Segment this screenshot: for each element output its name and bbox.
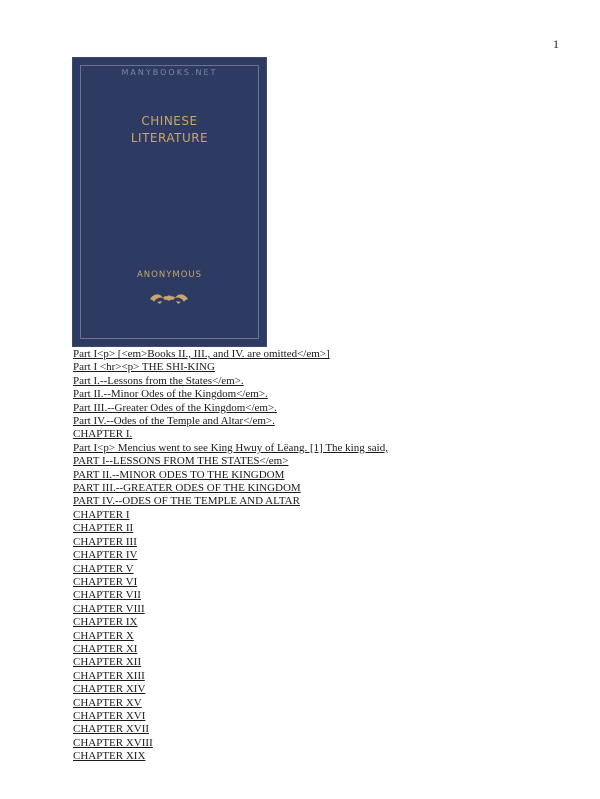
toc-link[interactable]: CHAPTER VIII — [73, 602, 145, 615]
toc-item — [73, 549, 593, 562]
toc-link[interactable]: CHAPTER X — [73, 629, 134, 642]
toc-link[interactable]: CHAPTER V — [73, 562, 134, 575]
toc-link[interactable]: Part I.--Lessons from the States</em>. — [73, 374, 244, 387]
toc-item — [73, 616, 593, 629]
toc-item — [73, 536, 593, 549]
toc-link[interactable]: PART I--LESSONS FROM THE STATES</em> — [73, 455, 289, 468]
toc-item — [73, 442, 593, 455]
toc-item — [73, 455, 593, 468]
toc-item — [73, 589, 593, 602]
toc-item — [73, 563, 593, 576]
toc-item — [73, 683, 593, 696]
toc-link[interactable]: CHAPTER I — [73, 508, 130, 521]
toc-link[interactable]: PART III.--GREATER ODES OF THE KINGDOM — [73, 482, 301, 495]
toc-link[interactable]: Part I<p> Mencius went to see King Hwuy of Lëang. [1] The king said, — [73, 441, 388, 454]
toc-link[interactable]: CHAPTER VII — [73, 589, 141, 602]
toc-link[interactable]: CHAPTER XI — [73, 642, 138, 655]
toc-item — [73, 402, 593, 415]
toc-link[interactable]: CHAPTER XVIII — [73, 736, 153, 749]
cover-title — [72, 113, 267, 147]
toc-link[interactable]: CHAPTER I. — [73, 428, 133, 441]
toc-link[interactable]: PART II.--MINOR ODES TO THE KINGDOM — [73, 468, 285, 481]
toc-link[interactable]: Part I <hr><p> THE SHI-KING — [73, 361, 215, 374]
toc-item — [73, 710, 593, 723]
page-number: 1 — [553, 37, 559, 51]
toc-item — [73, 522, 593, 535]
toc-item — [73, 415, 593, 428]
toc-link[interactable]: Part I<p> [<em>Books II., III., and IV. are omitted</em>] — [73, 348, 330, 360]
toc-item — [73, 361, 593, 374]
toc-item — [73, 495, 593, 508]
toc-item — [73, 723, 593, 736]
toc-item — [73, 656, 593, 669]
toc-item — [73, 469, 593, 482]
toc-link[interactable]: CHAPTER XIX — [73, 750, 146, 763]
toc-item — [73, 375, 593, 388]
toc-link[interactable]: CHAPTER IX — [73, 616, 138, 629]
toc-item — [73, 603, 593, 616]
toc-item — [73, 670, 593, 683]
toc-link[interactable]: PART IV.--ODES OF THE TEMPLE AND ALTAR — [73, 495, 300, 508]
toc-link[interactable]: CHAPTER XII — [73, 656, 142, 669]
toc-item — [73, 737, 593, 750]
cover-title-line2: LITERATURE — [130, 131, 209, 145]
toc-item — [73, 643, 593, 656]
toc-link[interactable]: CHAPTER VI — [73, 575, 138, 588]
toc-link[interactable]: CHAPTER IV — [73, 549, 138, 562]
toc-link[interactable]: CHAPTER XIV — [73, 683, 146, 696]
toc-item — [73, 482, 593, 495]
toc-link[interactable]: CHAPTER XIII — [73, 669, 145, 682]
toc-item — [73, 388, 593, 401]
book-cover — [72, 57, 267, 347]
floral-ornament-icon — [148, 291, 190, 305]
toc-item — [73, 509, 593, 522]
toc-item — [73, 428, 593, 441]
toc-link[interactable]: CHAPTER III — [73, 535, 137, 548]
toc-item — [73, 697, 593, 710]
toc-link[interactable]: CHAPTER XVI — [73, 709, 146, 722]
toc-link[interactable]: CHAPTER II — [73, 522, 134, 535]
toc-link[interactable]: Part II.--Minor Odes of the Kingdom</em>. — [73, 388, 268, 401]
toc-item — [73, 630, 593, 643]
cover-author: ANONYMOUS — [136, 270, 203, 280]
cover-site-name: MANYBOOKS.NET — [121, 68, 218, 77]
toc-link[interactable]: CHAPTER XV — [73, 696, 142, 709]
cover-title-line1: CHINESE — [141, 114, 198, 128]
toc-item — [73, 348, 593, 361]
toc-item — [73, 750, 593, 763]
toc-link[interactable]: Part IV.--Odes of the Temple and Altar</em>. — [73, 415, 275, 428]
toc-item — [73, 576, 593, 589]
toc-link[interactable]: CHAPTER XVII — [73, 723, 150, 736]
toc-link[interactable]: Part III.--Greater Odes of the Kingdom</em>. — [73, 401, 277, 414]
table-of-contents — [73, 348, 593, 764]
